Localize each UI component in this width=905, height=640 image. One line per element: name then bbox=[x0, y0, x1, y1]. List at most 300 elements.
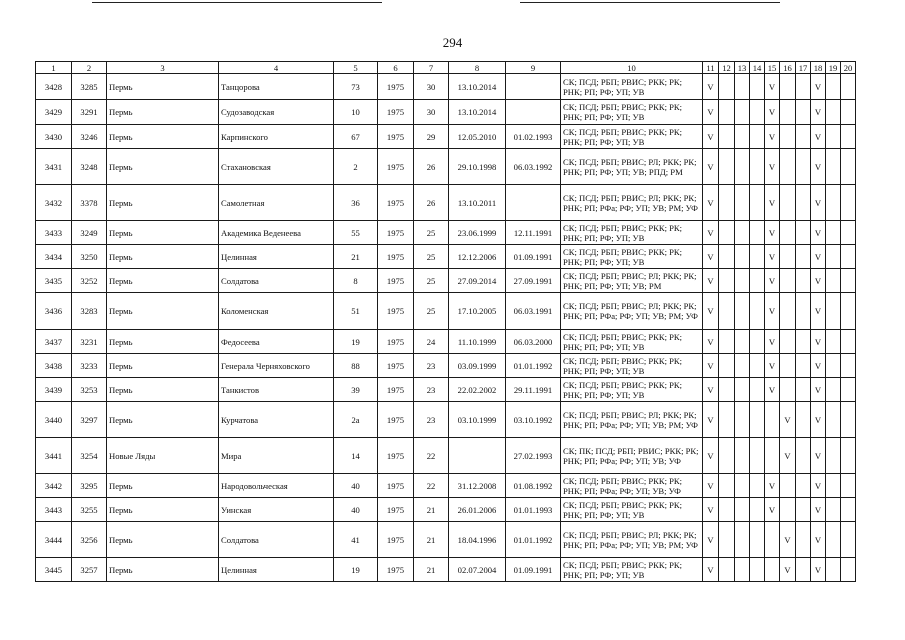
cell-mark-col-20 bbox=[841, 402, 856, 438]
table-row bbox=[36, 185, 856, 221]
cell-id: 3231 bbox=[72, 330, 107, 354]
cell-mark-col-14 bbox=[750, 330, 765, 354]
cell-mark-col-12 bbox=[719, 498, 735, 522]
cell-street: Солдатова bbox=[219, 269, 334, 293]
cell-mark-col-19 bbox=[826, 402, 841, 438]
column-header: 5 bbox=[334, 62, 378, 74]
cell-mark-col-19 bbox=[826, 149, 841, 185]
cell-mark-col-14 bbox=[750, 474, 765, 498]
cell-mark-col-18: V bbox=[811, 293, 826, 330]
cell-street: Стахановская bbox=[219, 149, 334, 185]
cell-mark-col-11: V bbox=[703, 498, 719, 522]
cell-mark-col-15: V bbox=[765, 474, 780, 498]
cell-year: 1975 bbox=[378, 269, 414, 293]
cell-age: 21 bbox=[414, 498, 449, 522]
cell-mark-col-16 bbox=[780, 378, 796, 402]
cell-age: 30 bbox=[414, 74, 449, 100]
cell-id: 3255 bbox=[72, 498, 107, 522]
table-row bbox=[36, 125, 856, 149]
cell-mark-col-18: V bbox=[811, 402, 826, 438]
column-header: 18 bbox=[811, 62, 826, 74]
cell-mark-col-14 bbox=[750, 498, 765, 522]
cell-mark-col-15: V bbox=[765, 269, 780, 293]
cell-d1: 22.02.2002 bbox=[449, 378, 506, 402]
cell-mark-col-11: V bbox=[703, 558, 719, 582]
cell-d1: 03.10.1999 bbox=[449, 402, 506, 438]
cell-d1: 27.09.2014 bbox=[449, 269, 506, 293]
cell-house: 14 bbox=[334, 438, 378, 474]
cell-cat: СК; ПСД; РБП; РВИС; РКК; РК; РНК; РП; РФ; УП; УВ bbox=[561, 100, 703, 125]
cell-mark-col-13 bbox=[735, 221, 750, 245]
cell-d2 bbox=[506, 74, 561, 100]
cell-d1: 11.10.1999 bbox=[449, 330, 506, 354]
cell-city: Пермь bbox=[107, 558, 219, 582]
cell-mark-col-15 bbox=[765, 558, 780, 582]
cell-d2: 27.09.1991 bbox=[506, 269, 561, 293]
cell-mark-col-18: V bbox=[811, 522, 826, 558]
column-header: 20 bbox=[841, 62, 856, 74]
table-row bbox=[36, 269, 856, 293]
cell-cat: СК; ПСД; РБП; РВИС; РКК; РК; РНК; РП; РФ; УП; УВ bbox=[561, 74, 703, 100]
cell-mark-col-18: V bbox=[811, 125, 826, 149]
cell-n: 3428 bbox=[36, 74, 72, 100]
cell-mark-col-19 bbox=[826, 125, 841, 149]
cell-house: 19 bbox=[334, 558, 378, 582]
cell-mark-col-19 bbox=[826, 474, 841, 498]
cell-d1: 18.04.1996 bbox=[449, 522, 506, 558]
cell-n: 3444 bbox=[36, 522, 72, 558]
cell-age: 22 bbox=[414, 438, 449, 474]
cell-mark-col-19 bbox=[826, 74, 841, 100]
cell-mark-col-14 bbox=[750, 221, 765, 245]
cell-cat: СК; ПСД; РБП; РВИС; РКК; РК; РНК; РП; РФ; УП; УВ bbox=[561, 245, 703, 269]
column-header: 9 bbox=[506, 62, 561, 74]
cell-id: 3254 bbox=[72, 438, 107, 474]
cell-d2 bbox=[506, 100, 561, 125]
header-row bbox=[36, 62, 856, 74]
cell-street: Карпинского bbox=[219, 125, 334, 149]
column-header: 3 bbox=[107, 62, 219, 74]
table-row bbox=[36, 293, 856, 330]
cell-year: 1975 bbox=[378, 245, 414, 269]
column-header: 19 bbox=[826, 62, 841, 74]
cell-d1: 02.07.2004 bbox=[449, 558, 506, 582]
cell-mark-col-16 bbox=[780, 293, 796, 330]
cell-mark-col-14 bbox=[750, 354, 765, 378]
cell-n: 3430 bbox=[36, 125, 72, 149]
cell-mark-col-16: V bbox=[780, 522, 796, 558]
cell-mark-col-20 bbox=[841, 330, 856, 354]
cell-mark-col-18: V bbox=[811, 474, 826, 498]
cell-mark-col-19 bbox=[826, 330, 841, 354]
cell-d1: 31.12.2008 bbox=[449, 474, 506, 498]
cell-mark-col-20 bbox=[841, 293, 856, 330]
cell-mark-col-20 bbox=[841, 498, 856, 522]
cell-house: 40 bbox=[334, 474, 378, 498]
cell-mark-col-16 bbox=[780, 74, 796, 100]
cell-age: 29 bbox=[414, 125, 449, 149]
cell-year: 1975 bbox=[378, 474, 414, 498]
cell-d2: 01.01.1993 bbox=[506, 498, 561, 522]
cell-d2: 03.10.1992 bbox=[506, 402, 561, 438]
cell-mark-col-16 bbox=[780, 498, 796, 522]
cell-mark-col-15 bbox=[765, 522, 780, 558]
cell-year: 1975 bbox=[378, 558, 414, 582]
cell-mark-col-13 bbox=[735, 558, 750, 582]
cell-mark-col-14 bbox=[750, 74, 765, 100]
cell-mark-col-12 bbox=[719, 522, 735, 558]
cell-house: 40 bbox=[334, 498, 378, 522]
cell-city: Пермь bbox=[107, 74, 219, 100]
cell-d1: 13.10.2014 bbox=[449, 100, 506, 125]
cell-n: 3440 bbox=[36, 402, 72, 438]
cell-n: 3442 bbox=[36, 474, 72, 498]
cell-mark-col-15: V bbox=[765, 498, 780, 522]
cell-mark-col-16 bbox=[780, 149, 796, 185]
cell-mark-col-17 bbox=[796, 402, 811, 438]
cell-mark-col-19 bbox=[826, 522, 841, 558]
cell-house: 19 bbox=[334, 330, 378, 354]
cell-mark-col-20 bbox=[841, 378, 856, 402]
cell-year: 1975 bbox=[378, 125, 414, 149]
cell-street: Федосеева bbox=[219, 330, 334, 354]
cell-mark-col-15: V bbox=[765, 330, 780, 354]
cell-mark-col-11: V bbox=[703, 74, 719, 100]
cell-mark-col-15 bbox=[765, 438, 780, 474]
cell-mark-col-15: V bbox=[765, 293, 780, 330]
cell-mark-col-17 bbox=[796, 378, 811, 402]
cell-d2: 01.01.1992 bbox=[506, 522, 561, 558]
cell-city: Пермь bbox=[107, 149, 219, 185]
cell-cat: СК; ПСД; РБП; РВИС; РКК; РК; РНК; РП; РФ; УП; УВ bbox=[561, 498, 703, 522]
cell-n: 3435 bbox=[36, 269, 72, 293]
cell-cat: СК; ПСД; РБП; РВИС; РКК; РК; РНК; РП; РФ; УП; УВ bbox=[561, 330, 703, 354]
cell-age: 25 bbox=[414, 245, 449, 269]
cell-mark-col-12 bbox=[719, 378, 735, 402]
cell-mark-col-11: V bbox=[703, 100, 719, 125]
cell-mark-col-20 bbox=[841, 100, 856, 125]
cell-d1: 29.10.1998 bbox=[449, 149, 506, 185]
cell-mark-col-18: V bbox=[811, 245, 826, 269]
cell-mark-col-17 bbox=[796, 245, 811, 269]
cell-mark-col-17 bbox=[796, 293, 811, 330]
table-row bbox=[36, 354, 856, 378]
cell-n: 3438 bbox=[36, 354, 72, 378]
cell-cat: СК; ПСД; РБП; РВИС; РКК; РК; РНК; РП; РФ; УП; УВ bbox=[561, 378, 703, 402]
cell-mark-col-15: V bbox=[765, 100, 780, 125]
table-row bbox=[36, 74, 856, 100]
cell-mark-col-11: V bbox=[703, 354, 719, 378]
cell-mark-col-14 bbox=[750, 378, 765, 402]
cell-n: 3429 bbox=[36, 100, 72, 125]
cell-city: Пермь bbox=[107, 474, 219, 498]
cell-mark-col-16 bbox=[780, 354, 796, 378]
cell-mark-col-13 bbox=[735, 185, 750, 221]
cell-street: Народовольческая bbox=[219, 474, 334, 498]
cell-mark-col-15: V bbox=[765, 354, 780, 378]
cell-house: 88 bbox=[334, 354, 378, 378]
cell-house: 21 bbox=[334, 245, 378, 269]
cell-mark-col-13 bbox=[735, 269, 750, 293]
cell-year: 1975 bbox=[378, 100, 414, 125]
cell-mark-col-13 bbox=[735, 100, 750, 125]
cell-mark-col-11: V bbox=[703, 269, 719, 293]
cell-mark-col-13 bbox=[735, 498, 750, 522]
cell-house: 36 bbox=[334, 185, 378, 221]
cell-year: 1975 bbox=[378, 149, 414, 185]
cell-street: Самолетная bbox=[219, 185, 334, 221]
column-header: 13 bbox=[735, 62, 750, 74]
cell-mark-col-12 bbox=[719, 354, 735, 378]
cell-house: 39 bbox=[334, 378, 378, 402]
cell-mark-col-16 bbox=[780, 269, 796, 293]
cell-d2 bbox=[506, 185, 561, 221]
cell-d2: 01.08.1992 bbox=[506, 474, 561, 498]
cell-mark-col-20 bbox=[841, 185, 856, 221]
table-row bbox=[36, 522, 856, 558]
cell-mark-col-17 bbox=[796, 354, 811, 378]
cell-d2: 06.03.1992 bbox=[506, 149, 561, 185]
cell-n: 3433 bbox=[36, 221, 72, 245]
cell-id: 3378 bbox=[72, 185, 107, 221]
cell-cat: СК; ПСД; РБП; РВИС; РКК; РК; РНК; РП; РФ; УП; УВ bbox=[561, 354, 703, 378]
cell-year: 1975 bbox=[378, 378, 414, 402]
cell-mark-col-13 bbox=[735, 149, 750, 185]
column-header: 8 bbox=[449, 62, 506, 74]
cell-street: Танкистов bbox=[219, 378, 334, 402]
table-row bbox=[36, 221, 856, 245]
cell-d1 bbox=[449, 438, 506, 474]
cell-city: Пермь bbox=[107, 125, 219, 149]
cell-d2: 12.11.1991 bbox=[506, 221, 561, 245]
cell-mark-col-12 bbox=[719, 185, 735, 221]
cell-mark-col-19 bbox=[826, 498, 841, 522]
cell-mark-col-16 bbox=[780, 185, 796, 221]
cell-mark-col-20 bbox=[841, 474, 856, 498]
cell-street: Солдатова bbox=[219, 522, 334, 558]
cell-mark-col-16 bbox=[780, 330, 796, 354]
cell-mark-col-15: V bbox=[765, 378, 780, 402]
cell-id: 3285 bbox=[72, 74, 107, 100]
cell-mark-col-18: V bbox=[811, 74, 826, 100]
cell-mark-col-15 bbox=[765, 402, 780, 438]
cell-d1: 17.10.2005 bbox=[449, 293, 506, 330]
cell-id: 3250 bbox=[72, 245, 107, 269]
cell-mark-col-19 bbox=[826, 100, 841, 125]
cell-city: Пермь bbox=[107, 522, 219, 558]
cell-mark-col-20 bbox=[841, 269, 856, 293]
column-header: 4 bbox=[219, 62, 334, 74]
cell-city: Пермь bbox=[107, 293, 219, 330]
cell-age: 25 bbox=[414, 269, 449, 293]
cell-mark-col-18: V bbox=[811, 378, 826, 402]
cell-city: Пермь bbox=[107, 221, 219, 245]
cell-d1: 12.12.2006 bbox=[449, 245, 506, 269]
cell-house: 8 bbox=[334, 269, 378, 293]
cell-mark-col-17 bbox=[796, 558, 811, 582]
cell-house: 55 bbox=[334, 221, 378, 245]
cell-mark-col-19 bbox=[826, 221, 841, 245]
cell-mark-col-19 bbox=[826, 269, 841, 293]
cell-mark-col-17 bbox=[796, 74, 811, 100]
cell-year: 1975 bbox=[378, 438, 414, 474]
cell-mark-col-11: V bbox=[703, 245, 719, 269]
cell-street: Уинская bbox=[219, 498, 334, 522]
cell-mark-col-18: V bbox=[811, 149, 826, 185]
cell-mark-col-16 bbox=[780, 245, 796, 269]
cell-mark-col-18: V bbox=[811, 558, 826, 582]
cell-year: 1975 bbox=[378, 293, 414, 330]
cell-mark-col-18: V bbox=[811, 330, 826, 354]
cell-street: Генерала Черняховского bbox=[219, 354, 334, 378]
cell-age: 25 bbox=[414, 221, 449, 245]
cell-age: 23 bbox=[414, 354, 449, 378]
cell-id: 3297 bbox=[72, 402, 107, 438]
cell-mark-col-16 bbox=[780, 125, 796, 149]
cell-mark-col-13 bbox=[735, 378, 750, 402]
cell-d2: 01.02.1993 bbox=[506, 125, 561, 149]
table-row bbox=[36, 474, 856, 498]
column-header: 17 bbox=[796, 62, 811, 74]
cell-mark-col-20 bbox=[841, 221, 856, 245]
cell-cat: СК; ПСД; РБП; РВИС; РЛ; РКК; РК; РНК; РП; РФа; РФ; УП; УВ; РМ; УФ bbox=[561, 402, 703, 438]
cell-mark-col-14 bbox=[750, 402, 765, 438]
cell-year: 1975 bbox=[378, 522, 414, 558]
cell-d2: 01.01.1992 bbox=[506, 354, 561, 378]
cell-n: 3431 bbox=[36, 149, 72, 185]
cell-n: 3439 bbox=[36, 378, 72, 402]
column-header: 10 bbox=[561, 62, 703, 74]
cell-mark-col-20 bbox=[841, 149, 856, 185]
cell-n: 3432 bbox=[36, 185, 72, 221]
cell-d1: 23.06.1999 bbox=[449, 221, 506, 245]
cell-mark-col-17 bbox=[796, 125, 811, 149]
cell-mark-col-18: V bbox=[811, 221, 826, 245]
cell-id: 3291 bbox=[72, 100, 107, 125]
cell-mark-col-18: V bbox=[811, 185, 826, 221]
cell-id: 3248 bbox=[72, 149, 107, 185]
cell-mark-col-11: V bbox=[703, 149, 719, 185]
cell-mark-col-20 bbox=[841, 125, 856, 149]
cell-n: 3441 bbox=[36, 438, 72, 474]
cell-mark-col-11: V bbox=[703, 185, 719, 221]
cell-mark-col-13 bbox=[735, 402, 750, 438]
cell-street: Академика Веденеева bbox=[219, 221, 334, 245]
table-row bbox=[36, 100, 856, 125]
page-top-rule-right bbox=[520, 2, 780, 3]
cell-mark-col-17 bbox=[796, 474, 811, 498]
table-row bbox=[36, 558, 856, 582]
cell-n: 3445 bbox=[36, 558, 72, 582]
cell-mark-col-11: V bbox=[703, 474, 719, 498]
cell-year: 1975 bbox=[378, 221, 414, 245]
cell-mark-col-17 bbox=[796, 438, 811, 474]
cell-mark-col-12 bbox=[719, 330, 735, 354]
cell-mark-col-14 bbox=[750, 438, 765, 474]
cell-d2: 29.11.1991 bbox=[506, 378, 561, 402]
cell-year: 1975 bbox=[378, 402, 414, 438]
register-table bbox=[35, 61, 856, 582]
cell-mark-col-11: V bbox=[703, 125, 719, 149]
cell-mark-col-18: V bbox=[811, 498, 826, 522]
column-header: 6 bbox=[378, 62, 414, 74]
cell-mark-col-12 bbox=[719, 149, 735, 185]
cell-mark-col-11: V bbox=[703, 221, 719, 245]
cell-age: 25 bbox=[414, 293, 449, 330]
cell-cat: СК; ПСД; РБП; РВИС; РЛ; РКК; РК; РНК; РП; РФа; РФ; УП; УВ; РМ; УФ bbox=[561, 293, 703, 330]
cell-mark-col-20 bbox=[841, 245, 856, 269]
cell-city: Пермь bbox=[107, 402, 219, 438]
column-header: 16 bbox=[780, 62, 796, 74]
cell-mark-col-16: V bbox=[780, 402, 796, 438]
page-number: 294 bbox=[442, 35, 463, 50]
cell-mark-col-13 bbox=[735, 330, 750, 354]
cell-cat: СК; ПСД; РБП; РВИС; РКК; РК; РНК; РП; РФ; УП; УВ bbox=[561, 558, 703, 582]
cell-mark-col-17 bbox=[796, 330, 811, 354]
table-row bbox=[36, 402, 856, 438]
cell-cat: СК; ПК; ПСД; РБП; РВИС; РКК; РК; РНК; РП; РФа; РФ; УП; УВ; УФ bbox=[561, 438, 703, 474]
cell-mark-col-14 bbox=[750, 125, 765, 149]
cell-d1: 13.10.2014 bbox=[449, 74, 506, 100]
cell-mark-col-11: V bbox=[703, 330, 719, 354]
cell-mark-col-14 bbox=[750, 522, 765, 558]
column-header: 12 bbox=[719, 62, 735, 74]
cell-age: 30 bbox=[414, 100, 449, 125]
cell-mark-col-17 bbox=[796, 269, 811, 293]
cell-mark-col-13 bbox=[735, 354, 750, 378]
cell-house: 73 bbox=[334, 74, 378, 100]
cell-mark-col-15: V bbox=[765, 245, 780, 269]
table-row bbox=[36, 245, 856, 269]
cell-age: 21 bbox=[414, 558, 449, 582]
cell-mark-col-11: V bbox=[703, 378, 719, 402]
cell-year: 1975 bbox=[378, 498, 414, 522]
cell-d1: 13.10.2011 bbox=[449, 185, 506, 221]
cell-mark-col-13 bbox=[735, 474, 750, 498]
cell-mark-col-17 bbox=[796, 149, 811, 185]
cell-mark-col-14 bbox=[750, 245, 765, 269]
cell-mark-col-12 bbox=[719, 74, 735, 100]
cell-cat: СК; ПСД; РБП; РВИС; РКК; РК; РНК; РП; РФ; УП; УВ bbox=[561, 221, 703, 245]
cell-d2: 06.03.1991 bbox=[506, 293, 561, 330]
cell-street: Мира bbox=[219, 438, 334, 474]
cell-city: Пермь bbox=[107, 269, 219, 293]
cell-city: Пермь bbox=[107, 185, 219, 221]
cell-mark-col-12 bbox=[719, 438, 735, 474]
cell-mark-col-11: V bbox=[703, 522, 719, 558]
cell-age: 24 bbox=[414, 330, 449, 354]
cell-mark-col-16 bbox=[780, 221, 796, 245]
cell-d2: 01.09.1991 bbox=[506, 558, 561, 582]
cell-id: 3253 bbox=[72, 378, 107, 402]
cell-house: 10 bbox=[334, 100, 378, 125]
cell-house: 67 bbox=[334, 125, 378, 149]
cell-d2: 27.02.1993 bbox=[506, 438, 561, 474]
cell-age: 26 bbox=[414, 185, 449, 221]
cell-mark-col-14 bbox=[750, 558, 765, 582]
cell-mark-col-20 bbox=[841, 438, 856, 474]
cell-street: Коломенская bbox=[219, 293, 334, 330]
cell-id: 3233 bbox=[72, 354, 107, 378]
cell-mark-col-19 bbox=[826, 354, 841, 378]
cell-d1: 03.09.1999 bbox=[449, 354, 506, 378]
cell-mark-col-19 bbox=[826, 378, 841, 402]
cell-mark-col-12 bbox=[719, 100, 735, 125]
cell-mark-col-12 bbox=[719, 293, 735, 330]
column-header: 1 bbox=[36, 62, 72, 74]
cell-city: Пермь bbox=[107, 378, 219, 402]
cell-id: 3252 bbox=[72, 269, 107, 293]
